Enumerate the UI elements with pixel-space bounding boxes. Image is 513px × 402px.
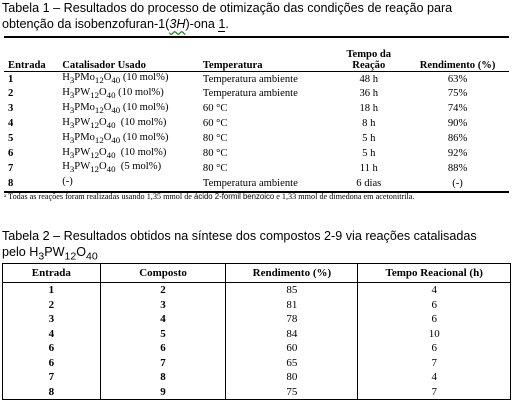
table1-caption-line2 [2,16,511,32]
cell-tempo: 10 [358,327,511,342]
cell-rendimento: 90% [447,118,468,130]
cell-rendimento: 81 [226,298,358,313]
cell-entrada: 7 [8,162,14,174]
cell-tempo: 36 h [359,88,379,100]
cat-sub: 40 [106,90,116,101]
footnote-text: e 1,33 mmol de dimedona em acetonitrila. [274,192,415,201]
cell-composto: 4 [100,312,226,327]
cell-entrada: 8 [4,176,60,192]
col-tempo-line2: Reação [352,60,386,71]
cat-part: PW [74,161,91,173]
cat-part: (10 mol%) [115,86,164,98]
cell-rendimento: 74% [447,103,468,115]
cell-entrada: 6 [3,341,101,356]
footnote-text: ᵃ Todas as reações foram realizadas usando 1,35 mmol de [4,192,194,201]
table1-footnote [4,192,509,202]
cat-part: PMo [74,101,95,113]
cell-composto: 2 [100,283,226,298]
caption-sub: 3 [38,250,45,263]
cell-tempo: 7 [358,385,511,400]
cell-rendimento: 75 [226,385,358,400]
caption-italic: 3H [169,17,186,31]
cat-part: (10 mol%) [120,72,169,83]
table-row [3,283,511,298]
cat-part: (10 mol%) [115,116,167,128]
cat-sub: 3 [69,134,75,145]
cat-part: O [99,146,107,158]
caption-text: pelo H [2,245,39,259]
col-tempo-reacional: Tempo Reacional (h) [358,264,511,283]
cell-temperatura: 80 °C [202,162,228,174]
cell-catalisador [60,176,201,192]
table1-header [4,37,509,72]
cell-tempo: 11 h [359,162,378,174]
table-row [4,132,509,147]
table-row [3,385,511,400]
compound-ref: 1 [218,17,226,31]
cell-temperatura: 80 °C [202,133,228,145]
table2-body [3,283,511,400]
cell-entrada: 8 [3,385,101,400]
table-row [3,370,511,385]
table1-caption-line1: Tabela 1 – Resultados do processo de otimização das condições de reação para [2,1,453,15]
cat-sub: 40 [111,104,121,115]
cell-tempo: 4 [358,283,511,298]
table-row [4,87,509,102]
cell-rendimento: 60 [226,341,358,356]
cat-part: O [99,161,107,173]
cell-rendimento: 84 [226,327,358,342]
cell-catalisador [60,147,201,162]
col-catalisador: Catalisador Usado [62,60,146,71]
cat-sub: 3 [69,119,75,130]
cat-part: PMo [74,72,95,83]
cat-part: (-) [62,176,73,188]
cell-entrada: 6 [3,356,101,371]
cat-sub: 12 [90,164,100,175]
cat-part: H [62,116,70,128]
cat-part: (10 mol%) [120,131,169,143]
cell-rendimento: 78 [226,312,358,327]
cell-entrada: 2 [3,298,101,313]
cat-part: O [103,101,112,113]
col-tempo [331,37,406,72]
table2-caption [2,228,511,265]
table1-body [4,72,509,193]
cell-temperatura: 80 °C [202,148,228,160]
col-entrada: Entrada [3,264,101,283]
caption-text: . [225,17,229,31]
cell-tempo: 7 [358,356,511,371]
cell-entrada: 5 [8,133,14,145]
caption-sub: 40 [86,250,98,263]
cell-rendimento: 85 [226,283,358,298]
cell-rendimento: 86% [447,133,468,145]
table2-header [3,264,511,283]
cat-sub: 40 [106,149,116,160]
cell-temperatura: 60 °C [202,103,228,115]
cat-part: O [103,72,112,83]
cell-tempo: 4 [358,370,511,385]
cat-part: O [99,116,107,128]
col-entrada: Entrada [8,60,46,71]
table-row [3,356,511,371]
cell-tempo: 18 h [359,103,379,115]
cat-part: (5 mol%) [115,161,162,173]
cat-sub: 12 [94,104,104,115]
table-row [3,298,511,313]
cell-composto: 5 [100,327,226,342]
cell-rendimento: 88% [447,162,468,174]
cell-rendimento: 92% [447,148,468,160]
table2-caption-line1: Tabela 2 – Resultados obtidos na síntese dos compostos 2-9 via reações catalisadas [2,229,477,243]
cat-sub: 12 [94,134,104,145]
cat-part: O [99,86,107,98]
cat-part: (10 mol%) [115,146,167,158]
cat-part: O [103,131,112,143]
cell-entrada: 4 [8,118,14,130]
cat-sub: 3 [69,149,75,160]
cell-catalisador [60,132,201,147]
cat-sub: 12 [90,149,100,160]
cell-composto: 3 [100,298,226,313]
cell-temperatura: Temperatura ambiente [201,176,332,192]
cell-tempo: 6 dias [331,176,406,192]
table-row [4,161,509,176]
cat-part: PW [74,86,91,98]
table-row [3,327,511,342]
caption-text: )-ona [185,17,219,31]
cell-composto: 8 [100,370,226,385]
cat-sub: 12 [94,75,104,86]
col-temperatura: Temperatura [202,60,263,71]
table-row [4,176,509,192]
table-row [3,341,511,356]
cell-tempo: 8 h [362,118,376,130]
table-row [4,117,509,132]
cell-catalisador [60,87,201,102]
cell-rendimento: 80 [226,370,358,385]
cat-sub: 40 [106,119,116,130]
cat-sub: 3 [69,164,75,175]
cell-temperatura: Temperatura ambiente [202,73,298,85]
table-row [4,102,509,117]
optimization-table [4,36,509,193]
caption-text: O [76,245,87,259]
col-composto: Composto [100,264,226,283]
cat-part: (10 mol%) [120,101,169,113]
cell-entrada: 1 [3,283,101,298]
cat-sub: 40 [111,75,121,86]
cell-entrada: 4 [3,327,101,342]
cat-sub: 3 [69,104,75,115]
cell-catalisador [60,102,201,117]
synthesis-table [2,263,511,400]
cat-part: H [62,146,70,158]
cat-sub: 12 [90,90,100,101]
cat-part: H [62,101,70,113]
cell-temperatura: Temperatura ambiente [202,88,298,100]
cell-rendimento: (-) [406,176,509,192]
cat-part: PMo [74,131,95,143]
cell-entrada: 6 [8,148,14,160]
table1-caption [2,0,511,32]
table-row [3,312,511,327]
cell-entrada: 7 [3,370,101,385]
cat-part: H [62,161,70,173]
cell-entrada: 1 [8,73,14,85]
cat-sub: 3 [69,90,75,101]
cell-tempo: 6 [358,341,511,356]
cell-rendimento: 63% [447,73,468,85]
cell-composto: 6 [100,341,226,356]
cell-composto: 7 [100,356,226,371]
cell-tempo: 5 h [362,148,376,160]
cat-part: PW [74,146,91,158]
table-row [4,72,509,87]
cell-rendimento: 65 [226,356,358,371]
caption-text: PW [44,245,65,259]
cat-part: H [62,72,70,83]
col-rendimento: Rendimento (%) [419,60,496,71]
table2-caption-line2 [2,244,511,265]
cat-sub: 40 [106,164,116,175]
cell-tempo: 5 h [362,133,376,145]
cell-catalisador [60,117,201,132]
col-tempo-line1: Tempo da [346,49,392,60]
footnote-reagent: ácido 2-formil benzoico [194,192,275,201]
cell-rendimento: 75% [447,88,468,100]
cell-entrada: 3 [3,312,101,327]
cat-part: PW [74,116,91,128]
col-rendimento: Rendimento (%) [226,264,358,283]
cat-sub: 40 [111,134,121,145]
table-row [4,147,509,162]
cell-composto: 9 [100,385,226,400]
cat-sub: 3 [69,75,75,86]
cat-part: H [62,86,70,98]
cell-entrada: 2 [8,88,14,100]
cat-sub: 12 [90,119,100,130]
cell-temperatura: 60 °C [202,118,228,130]
cell-catalisador [60,72,201,87]
cat-part: H [62,131,70,143]
cell-tempo: 48 h [359,73,379,85]
cell-catalisador [60,161,201,176]
cell-tempo: 6 [358,298,511,313]
caption-text: obtenção da isobenzofuran-1( [2,17,170,31]
caption-sub: 12 [64,250,77,263]
cell-entrada: 3 [8,103,14,115]
cell-tempo: 6 [358,312,511,327]
